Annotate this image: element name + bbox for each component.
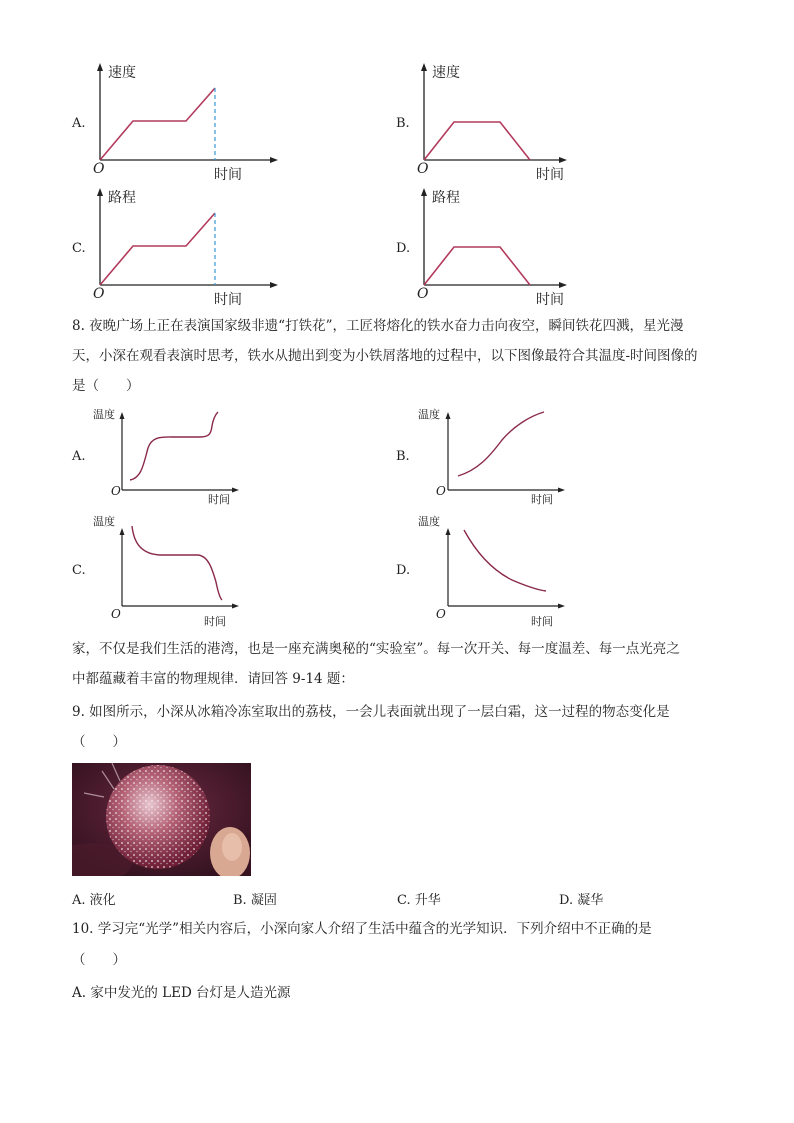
q7-a-origin: O (93, 161, 105, 177)
q8-a-ylabel: 温度 (93, 408, 115, 421)
x-axis-arrow (232, 488, 239, 493)
q8-b-ylabel: 温度 (418, 408, 440, 421)
speed-curve (100, 88, 215, 160)
q8-graph-d (438, 526, 566, 614)
q8-option-b-label: B. (396, 449, 410, 464)
q8-d-ylabel: 温度 (418, 515, 440, 528)
frosted-lychee-photo (72, 763, 251, 876)
y-axis-arrow (421, 188, 427, 196)
q10-line-2: （ ） (72, 952, 126, 968)
q8-c-xlabel: 时间 (204, 615, 226, 628)
q7-c-xlabel: 时间 (214, 292, 242, 308)
q8-line-1: 8. 夜晚广场上正在表演国家级非遗“打铁花”，工匠将熔化的铁水奋力击向夜空，瞬间铁花四溅，星光漫 (72, 318, 684, 334)
q8-graph-b (438, 410, 566, 498)
q7-option-a-label: A. (72, 116, 86, 131)
q9-option-b[interactable]: B. 凝固 (233, 893, 277, 908)
q7-option-d-label: D. (396, 241, 411, 256)
q7-b-origin: O (417, 161, 429, 177)
q8-line-2: 天，小深在观看表演时思考，铁水从抛出到变为小铁屑落地的过程中，以下图像最符合其温度-时间图像的 (72, 348, 698, 364)
q9-option-d[interactable]: D. 凝华 (559, 893, 604, 908)
y-axis-arrow (120, 412, 125, 419)
q8-b-xlabel: 时间 (531, 493, 553, 506)
q10-option-a[interactable]: A. 家中发光的 LED 台灯是人造光源 (72, 985, 291, 1001)
q7-d-ylabel: 路程 (432, 190, 460, 206)
intro-line-1: 家，不仅是我们生活的港湾，也是一座充满奥秘的“实验室”。每一次开关、每一度温差、每一点光亮之 (72, 641, 680, 657)
q10-line-1: 10. 学习完“光学”相关内容后，小深向家人介绍了生活中蕴含的光学知识．下列介绍中不正确的是 (72, 921, 652, 937)
q9-option-a[interactable]: A. 液化 (72, 893, 116, 908)
x-axis-arrow (270, 157, 278, 163)
q8-b-origin: O (436, 484, 446, 498)
q8-c-origin: O (111, 607, 121, 621)
x-axis-arrow (270, 282, 278, 288)
y-axis-arrow (421, 63, 427, 71)
q7-b-ylabel: 速度 (432, 65, 460, 81)
q7-d-xlabel: 时间 (536, 292, 564, 308)
speed-curve (424, 122, 530, 160)
temperature-curve (464, 530, 546, 591)
q7-d-origin: O (417, 286, 429, 302)
x-axis-arrow (232, 604, 239, 609)
distance-curve (424, 247, 530, 285)
x-axis-arrow (559, 282, 567, 288)
q8-c-ylabel: 温度 (93, 515, 115, 528)
q8-d-xlabel: 时间 (531, 615, 553, 628)
q8-graph-a (112, 410, 240, 498)
y-axis-arrow (97, 63, 103, 71)
intro-line-2: 中都蕴藏着丰富的物理规律．请回答 9-14 题： (72, 671, 354, 687)
q9-line-1: 9. 如图所示，小深从冰箱冷冻室取出的荔枝，一会儿表面就出现了一层白霜，这一过程的物态变化是 (72, 704, 670, 720)
q8-option-d-label: D. (396, 563, 411, 578)
q8-a-origin: O (111, 484, 121, 498)
y-axis-arrow (446, 528, 451, 535)
x-axis-arrow (558, 604, 565, 609)
y-axis-arrow (120, 528, 125, 535)
temperature-curve (458, 412, 544, 476)
q7-option-b-label: B. (396, 116, 410, 131)
q7-option-c-label: C. (72, 241, 86, 256)
q8-option-a-label: A. (72, 449, 86, 464)
distance-curve (100, 213, 215, 285)
q9-line-2: （ ） (72, 734, 126, 750)
q7-c-origin: O (93, 286, 105, 302)
temperature-curve (130, 412, 218, 480)
temperature-curve (132, 526, 222, 600)
q8-line-3: 是（ ） (72, 378, 140, 394)
y-axis-arrow (97, 188, 103, 196)
q8-d-origin: O (436, 607, 446, 621)
x-axis-arrow (559, 157, 567, 163)
q7-c-ylabel: 路程 (108, 190, 136, 206)
q8-graph-c (112, 526, 240, 614)
q7-a-xlabel: 时间 (214, 167, 242, 183)
q8-a-xlabel: 时间 (208, 493, 230, 506)
q8-option-c-label: C. (72, 563, 86, 578)
q7-b-xlabel: 时间 (536, 167, 564, 183)
y-axis-arrow (446, 412, 451, 419)
x-axis-arrow (558, 488, 565, 493)
q9-option-c[interactable]: C. 升华 (397, 893, 441, 908)
q7-a-ylabel: 速度 (108, 65, 136, 81)
